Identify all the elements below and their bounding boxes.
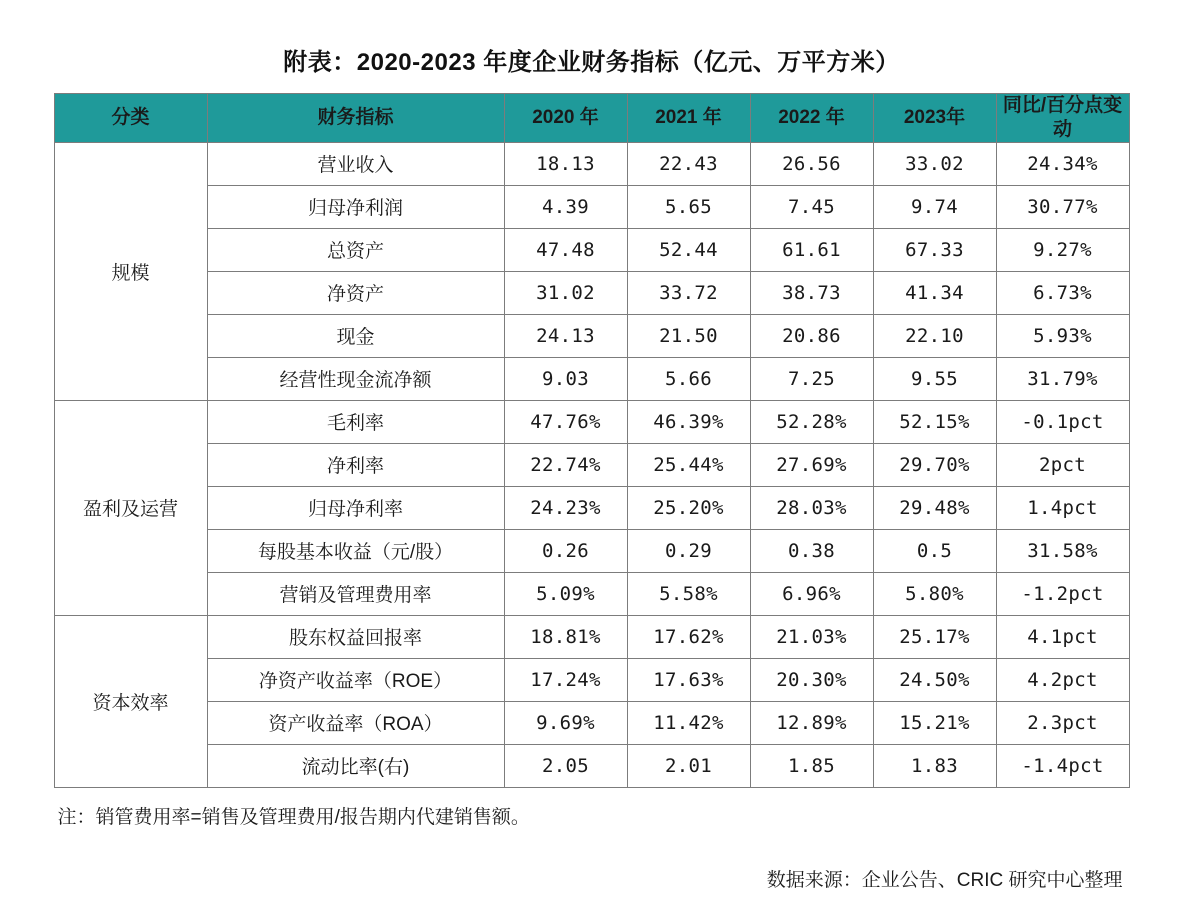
value-2022: 20.86 xyxy=(750,314,873,357)
indicator-cell: 毛利率 xyxy=(207,400,504,443)
table-row xyxy=(54,314,1129,357)
value-change: 5.93% xyxy=(996,314,1129,357)
value-change: -1.2pct xyxy=(996,572,1129,615)
indicator-cell: 资产收益率（ROA） xyxy=(207,701,504,744)
indicator-cell: 每股基本收益（元/股） xyxy=(207,529,504,572)
value-2021: 17.63% xyxy=(627,658,750,701)
value-2020: 5.09% xyxy=(504,572,627,615)
value-change: 6.73% xyxy=(996,271,1129,314)
value-change: 31.58% xyxy=(996,529,1129,572)
indicator-cell: 归母净利润 xyxy=(207,185,504,228)
value-2022: 27.69% xyxy=(750,443,873,486)
indicator-cell: 营业收入 xyxy=(207,142,504,185)
table-row xyxy=(54,572,1129,615)
value-2020: 4.39 xyxy=(504,185,627,228)
value-2021: 11.42% xyxy=(627,701,750,744)
value-2021: 52.44 xyxy=(627,228,750,271)
indicator-cell: 净资产收益率（ROE） xyxy=(207,658,504,701)
value-2020: 2.05 xyxy=(504,744,627,787)
value-2023: 29.70% xyxy=(873,443,996,486)
column-header-change: 同比/百分点变动 xyxy=(996,94,1129,143)
column-header-category: 分类 xyxy=(54,94,207,143)
table-row xyxy=(54,271,1129,314)
column-header-2020: 2020 年 xyxy=(504,94,627,143)
value-2021: 5.66 xyxy=(627,357,750,400)
table-row xyxy=(54,228,1129,271)
value-change: 4.2pct xyxy=(996,658,1129,701)
value-2022: 26.56 xyxy=(750,142,873,185)
value-2023: 0.5 xyxy=(873,529,996,572)
value-2022: 6.96% xyxy=(750,572,873,615)
table-row xyxy=(54,357,1129,400)
value-2022: 38.73 xyxy=(750,271,873,314)
value-2021: 5.58% xyxy=(627,572,750,615)
value-2022: 12.89% xyxy=(750,701,873,744)
table-row xyxy=(54,486,1129,529)
value-2022: 7.25 xyxy=(750,357,873,400)
value-2023: 24.50% xyxy=(873,658,996,701)
value-change: -0.1pct xyxy=(996,400,1129,443)
table-row xyxy=(54,185,1129,228)
value-change: -1.4pct xyxy=(996,744,1129,787)
table-row xyxy=(54,744,1129,787)
value-2020: 47.76% xyxy=(504,400,627,443)
value-2021: 46.39% xyxy=(627,400,750,443)
value-2023: 5.80% xyxy=(873,572,996,615)
value-2021: 25.20% xyxy=(627,486,750,529)
value-2022: 21.03% xyxy=(750,615,873,658)
value-2020: 17.24% xyxy=(504,658,627,701)
value-2021: 5.65 xyxy=(627,185,750,228)
value-2020: 24.13 xyxy=(504,314,627,357)
value-2021: 25.44% xyxy=(627,443,750,486)
value-2023: 25.17% xyxy=(873,615,996,658)
indicator-cell: 营销及管理费用率 xyxy=(207,572,504,615)
value-2020: 18.13 xyxy=(504,142,627,185)
table-row xyxy=(54,142,1129,185)
indicator-cell: 现金 xyxy=(207,314,504,357)
value-2023: 52.15% xyxy=(873,400,996,443)
table-row xyxy=(54,658,1129,701)
column-header-2021: 2021 年 xyxy=(627,94,750,143)
table-header xyxy=(54,94,1129,143)
value-2020: 31.02 xyxy=(504,271,627,314)
table-row xyxy=(54,443,1129,486)
value-2022: 61.61 xyxy=(750,228,873,271)
value-2021: 21.50 xyxy=(627,314,750,357)
value-change: 31.79% xyxy=(996,357,1129,400)
value-2020: 0.26 xyxy=(504,529,627,572)
table-note: 注：销管费用率=销售及管理费用/报告期内代建销售额。 xyxy=(57,806,530,828)
value-2021: 33.72 xyxy=(627,271,750,314)
value-2020: 9.69% xyxy=(504,701,627,744)
column-header-2022: 2022 年 xyxy=(750,94,873,143)
indicator-cell: 归母净利率 xyxy=(207,486,504,529)
table-body xyxy=(54,142,1129,787)
value-2020: 9.03 xyxy=(504,357,627,400)
indicator-cell: 股东权益回报率 xyxy=(207,615,504,658)
data-source: 数据来源：企业公告、CRIC 研究中心整理 xyxy=(766,869,1123,891)
table-row xyxy=(54,701,1129,744)
column-header-indicator: 财务指标 xyxy=(207,94,504,143)
value-2023: 15.21% xyxy=(873,701,996,744)
value-change: 2.3pct xyxy=(996,701,1129,744)
value-change: 30.77% xyxy=(996,185,1129,228)
indicator-cell: 净利率 xyxy=(207,443,504,486)
column-header-2023: 2023年 xyxy=(873,94,996,143)
value-change: 1.4pct xyxy=(996,486,1129,529)
indicator-cell: 流动比率(右) xyxy=(207,744,504,787)
value-2023: 1.83 xyxy=(873,744,996,787)
value-2022: 20.30% xyxy=(750,658,873,701)
value-change: 9.27% xyxy=(996,228,1129,271)
value-2021: 2.01 xyxy=(627,744,750,787)
table-header-row xyxy=(54,94,1129,143)
table-row xyxy=(54,615,1129,658)
value-change: 2pct xyxy=(996,443,1129,486)
category-cell: 资本效率 xyxy=(54,615,207,787)
value-2020: 47.48 xyxy=(504,228,627,271)
table-row xyxy=(54,400,1129,443)
table-row xyxy=(54,529,1129,572)
value-change: 4.1pct xyxy=(996,615,1129,658)
page-title: 附表：2020-2023 年度企业财务指标（亿元、万平方米） xyxy=(283,49,900,76)
indicator-cell: 净资产 xyxy=(207,271,504,314)
value-2022: 28.03% xyxy=(750,486,873,529)
category-cell: 盈利及运营 xyxy=(54,400,207,615)
value-2023: 67.33 xyxy=(873,228,996,271)
value-2021: 17.62% xyxy=(627,615,750,658)
value-2022: 52.28% xyxy=(750,400,873,443)
category-cell: 规模 xyxy=(54,142,207,400)
value-2020: 24.23% xyxy=(504,486,627,529)
value-2022: 1.85 xyxy=(750,744,873,787)
value-2021: 22.43 xyxy=(627,142,750,185)
value-2020: 22.74% xyxy=(504,443,627,486)
value-2023: 9.55 xyxy=(873,357,996,400)
value-2023: 33.02 xyxy=(873,142,996,185)
value-2022: 7.45 xyxy=(750,185,873,228)
financial-indicators-table xyxy=(54,93,1130,788)
value-2022: 0.38 xyxy=(750,529,873,572)
value-2021: 0.29 xyxy=(627,529,750,572)
value-2023: 41.34 xyxy=(873,271,996,314)
value-change: 24.34% xyxy=(996,142,1129,185)
value-2023: 9.74 xyxy=(873,185,996,228)
indicator-cell: 总资产 xyxy=(207,228,504,271)
value-2023: 22.10 xyxy=(873,314,996,357)
value-2020: 18.81% xyxy=(504,615,627,658)
value-2023: 29.48% xyxy=(873,486,996,529)
indicator-cell: 经营性现金流净额 xyxy=(207,357,504,400)
